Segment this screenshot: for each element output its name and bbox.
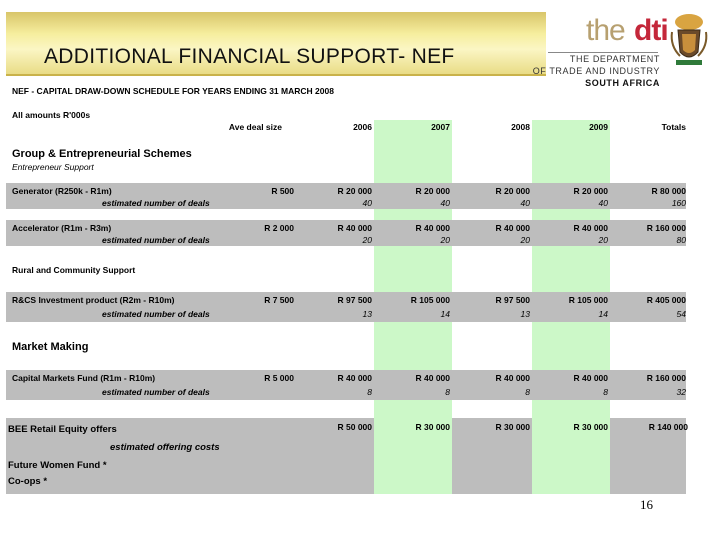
cell-capital-2009: R 40 000 xyxy=(573,373,608,383)
cell-capital-2007: R 40 000 xyxy=(415,373,450,383)
cell-capital-deals-2009: 8 xyxy=(603,387,608,397)
cell-accelerator-deals-2007: 20 xyxy=(440,235,450,245)
col-totals: Totals xyxy=(661,122,686,132)
cell-generator-deals-2009: 40 xyxy=(598,198,608,208)
row-label-capital-markets: Capital Markets Fund (R1m - R10m) xyxy=(12,373,156,383)
section-market-making: Market Making xyxy=(12,341,89,353)
col-2008: 2008 xyxy=(511,122,530,132)
cell-accelerator-2008: R 40 000 xyxy=(495,223,530,233)
logo-wordmark-the: the xyxy=(586,14,625,47)
cell-accelerator-ave: R 2 000 xyxy=(264,223,294,233)
cell-rcs-2007: R 105 000 xyxy=(410,295,450,305)
cell-rcs-deals-2006: 13 xyxy=(362,309,372,319)
cell-capital-deals-total: 32 xyxy=(676,387,686,397)
row-label-future-women-fund: Future Women Fund * xyxy=(8,460,107,471)
cell-accelerator-deals-total: 80 xyxy=(676,235,686,245)
col-ave-deal-size: Ave deal size xyxy=(228,122,282,132)
slide-title: ADDITIONAL FINANCIAL SUPPORT- NEF xyxy=(44,45,455,68)
logo-divider xyxy=(548,52,658,53)
cell-accelerator-deals-2009: 20 xyxy=(598,235,608,245)
cell-rcs-2008: R 97 500 xyxy=(495,295,530,305)
row-sublabel-rcs: estimated number of deals xyxy=(102,309,210,319)
dti-logo xyxy=(532,8,718,88)
coat-of-arms-icon xyxy=(668,12,710,68)
cell-rcs-deals-total: 54 xyxy=(676,309,686,319)
cell-rcs-2009: R 105 000 xyxy=(568,295,608,305)
cell-bee-2006: R 50 000 xyxy=(337,422,372,432)
cell-generator-2007: R 20 000 xyxy=(415,186,450,196)
cell-capital-deals-2008: 8 xyxy=(525,387,530,397)
cell-rcs-deals-2009: 14 xyxy=(598,309,608,319)
cell-rcs-deals-2007: 14 xyxy=(440,309,450,319)
cell-bee-total: R 140 000 xyxy=(648,422,688,432)
cell-capital-2008: R 40 000 xyxy=(495,373,530,383)
logo-line-3: SOUTH AFRICA xyxy=(585,78,660,88)
page-number: 16 xyxy=(640,497,653,512)
row-label-rcs: R&CS Investment product (R2m - R10m) xyxy=(12,295,175,305)
logo-line-1: THE DEPARTMENT xyxy=(569,54,660,64)
cell-rcs-deals-2008: 13 xyxy=(520,309,530,319)
cell-generator-ave: R 500 xyxy=(271,186,294,196)
units-note: All amounts R'000s xyxy=(12,110,91,120)
col-2006: 2006 xyxy=(353,122,372,132)
title-banner xyxy=(6,12,546,76)
cell-generator-total: R 80 000 xyxy=(651,186,686,196)
cell-generator-2008: R 20 000 xyxy=(495,186,530,196)
row-label-bee-retail: BEE Retail Equity offers xyxy=(8,424,117,435)
cell-rcs-total: R 405 000 xyxy=(646,295,686,305)
row-sublabel-bee-retail: estimated offering costs xyxy=(110,442,220,453)
row-sublabel-capital-markets: estimated number of deals xyxy=(102,387,210,397)
cell-accelerator-2009: R 40 000 xyxy=(573,223,608,233)
logo-wordmark-dti: dti xyxy=(634,14,668,47)
col-2007: 2007 xyxy=(431,122,450,132)
cell-capital-2006: R 40 000 xyxy=(337,373,372,383)
cell-capital-ave: R 5 000 xyxy=(264,373,294,383)
cell-rcs-2006: R 97 500 xyxy=(337,295,372,305)
cell-accelerator-deals-2008: 20 xyxy=(520,235,530,245)
row-label-generator: Generator (R250k - R1m) xyxy=(12,186,112,196)
section-group-schemes: Group & Entrepreneurial Schemes xyxy=(12,148,192,160)
row-label-accelerator: Accelerator (R1m - R3m) xyxy=(12,223,112,233)
cell-bee-2007: R 30 000 xyxy=(415,422,450,432)
cell-accelerator-2007: R 40 000 xyxy=(415,223,450,233)
cell-generator-2006: R 20 000 xyxy=(337,186,372,196)
row-sublabel-generator: estimated number of deals xyxy=(102,198,210,208)
cell-generator-deals-2006: 40 xyxy=(362,198,372,208)
cell-generator-deals-total: 160 xyxy=(671,198,686,208)
cell-generator-deals-2008: 40 xyxy=(520,198,530,208)
cell-accelerator-2006: R 40 000 xyxy=(337,223,372,233)
cell-accelerator-deals-2006: 20 xyxy=(362,235,372,245)
logo-line-2: OF TRADE AND INDUSTRY xyxy=(532,66,660,76)
row-label-coops: Co-ops * xyxy=(8,476,48,487)
cell-accelerator-total: R 160 000 xyxy=(646,223,686,233)
col-2009: 2009 xyxy=(589,122,608,132)
schedule-heading: NEF - CAPITAL DRAW-DOWN SCHEDULE FOR YEARS ENDING 31 MARCH 2008 xyxy=(12,86,334,96)
section-entrepreneur-support: Entrepreneur Support xyxy=(12,162,94,172)
cell-bee-2009: R 30 000 xyxy=(573,422,608,432)
drawdown-schedule-table xyxy=(6,80,692,495)
cell-capital-total: R 160 000 xyxy=(646,373,686,383)
row-sublabel-accelerator: estimated number of deals xyxy=(102,235,210,245)
cell-capital-deals-2006: 8 xyxy=(367,387,372,397)
section-rural-community: Rural and Community Support xyxy=(12,265,136,275)
cell-generator-deals-2007: 40 xyxy=(440,198,450,208)
cell-bee-2008: R 30 000 xyxy=(495,422,530,432)
cell-capital-deals-2007: 8 xyxy=(445,387,450,397)
cell-rcs-ave: R 7 500 xyxy=(264,295,294,305)
cell-generator-2009: R 20 000 xyxy=(573,186,608,196)
